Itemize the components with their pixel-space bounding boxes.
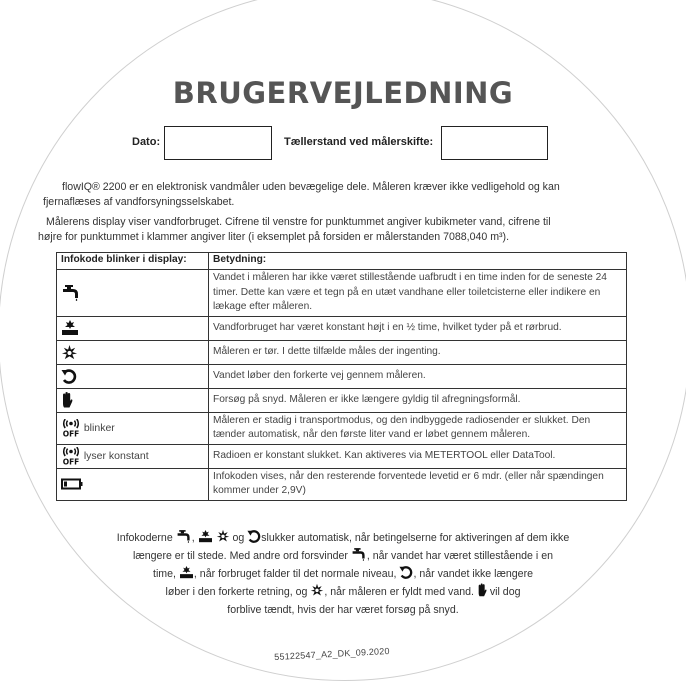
tap-icon	[351, 548, 367, 561]
dry-meter-icon	[216, 529, 230, 543]
meter-reading-label: Tællerstand ved målerskifte:	[284, 136, 434, 148]
radio-off-icon	[61, 447, 81, 465]
footer-text: Infokoderne	[116, 532, 173, 544]
reverse-flow-icon	[399, 565, 413, 579]
table-row	[57, 412, 627, 444]
code-cell	[57, 388, 209, 412]
footer-line: forblive tændt, hvis der har været forsøg på snyd.	[227, 604, 459, 616]
page-title: BRUGERVEJLEDNING	[172, 76, 514, 110]
code-cell	[57, 316, 209, 340]
tap-icon	[176, 530, 192, 543]
dry-meter-icon	[61, 344, 78, 361]
footer-note	[0, 529, 686, 619]
meaning-cell: Måleren er tør. I dette tilfælde måles der ingenting.	[209, 340, 627, 364]
date-field[interactable]	[164, 126, 272, 160]
footer-text: vil dog	[489, 586, 521, 598]
table-row	[57, 388, 627, 412]
footer-text: og	[232, 532, 245, 544]
footer-text: , når vandet ikke længere	[413, 568, 533, 580]
meaning-cell: Vandet i måleren har ikke været stillestående uafbrudt i en time inden for de seneste 24 timer. Dette kan være et tegn på en utæt vandhane eller toiletcisterne eller indikere en lækage efter måleren.	[209, 270, 627, 317]
table-row	[57, 444, 627, 468]
header-code: Infokode blinker i display:	[57, 253, 209, 270]
table-row	[57, 340, 627, 364]
radio-off-icon	[61, 419, 81, 437]
footer-text: slukker automatisk, når betingelserne for aktiveringen af dem ikke	[261, 532, 570, 544]
burst-pipe-icon	[61, 320, 79, 336]
burst-pipe-icon	[179, 566, 194, 579]
footer-text: , når måleren er fyldt med vand.	[324, 586, 474, 598]
footer-text: længere er til stede. Med andre ord forsvinder	[133, 550, 348, 562]
document-code: 55122547_A2_DK_09.2020	[274, 645, 390, 662]
intro-line-3: Målerens display viser vandforbruget. Cifrene til venstre for punktummet angiver kubikmeter vand, cifrene til	[46, 216, 551, 228]
reverse-flow-icon	[247, 529, 261, 543]
burst-pipe-icon	[198, 530, 213, 543]
table-row	[57, 270, 627, 317]
meaning-cell: Radioen er konstant slukket. Kan aktiveres via METERTOOL eller DataTool.	[209, 444, 627, 468]
table-row	[57, 316, 627, 340]
footer-line	[0, 547, 686, 565]
dry-meter-icon	[310, 583, 324, 597]
date-label: Dato:	[132, 136, 161, 148]
footer-text: løber i den forkerte retning, og	[165, 586, 308, 598]
footer-text: ,	[191, 532, 195, 544]
meaning-cell: Infokoden vises, når den resterende forventede levetid er 6 mdr. (eller når spændingen kommer under 2,9V)	[209, 468, 627, 500]
tamper-hand-icon	[477, 583, 487, 597]
reverse-flow-icon	[61, 368, 77, 384]
footer-text: , når forbruget falder til det normale niveau,	[193, 568, 397, 580]
meaning-cell: Forsøg på snyd. Måleren er ikke længere gyldig til afregningsformål.	[209, 388, 627, 412]
code-cell	[57, 468, 209, 500]
code-label: blinker	[83, 422, 115, 434]
meter-reading-field[interactable]	[441, 126, 548, 160]
footer-line	[0, 565, 686, 583]
table-row	[57, 468, 627, 500]
table-row	[57, 364, 627, 388]
meaning-cell: Vandforbruget har været konstant højt i en ½ time, hvilket tyder på et rørbrud.	[209, 316, 627, 340]
footer-line	[0, 529, 686, 547]
code-cell	[57, 270, 209, 317]
tap-icon	[61, 285, 81, 301]
tamper-hand-icon	[61, 392, 73, 408]
footer-text: time,	[153, 568, 176, 580]
meaning-cell: Måleren er stadig i transportmodus, og den indbyggede radiosender er slukket. Den tænder automatisk, når den første liter vand er løbet gennem måleren.	[209, 412, 627, 444]
code-cell	[57, 444, 209, 468]
table-header-row	[57, 253, 627, 270]
meaning-cell: Vandet løber den forkerte vej gennem måleren.	[209, 364, 627, 388]
footer-line	[0, 583, 686, 601]
battery-icon	[61, 478, 83, 490]
code-cell	[57, 340, 209, 364]
intro-line-2: fjernaflæses af vandforsyningsselskabet.	[43, 196, 235, 208]
info-code-table	[56, 252, 627, 501]
footer-text: , når vandet har været stillestående i en	[366, 550, 553, 562]
code-cell	[57, 412, 209, 444]
code-cell	[57, 364, 209, 388]
intro-line-1: flowIQ® 2200 er en elektronisk vandmåler uden bevægelige dele. Måleren kræver ikke vedligehold og kan	[62, 181, 560, 193]
header-meaning: Betydning:	[209, 253, 627, 270]
code-label: lyser konstant	[83, 450, 149, 462]
intro-line-4: højre for punktummet i klammer angiver liter (i eksemplet på forsiden er målerstanden 7088,040 m³).	[38, 231, 510, 243]
